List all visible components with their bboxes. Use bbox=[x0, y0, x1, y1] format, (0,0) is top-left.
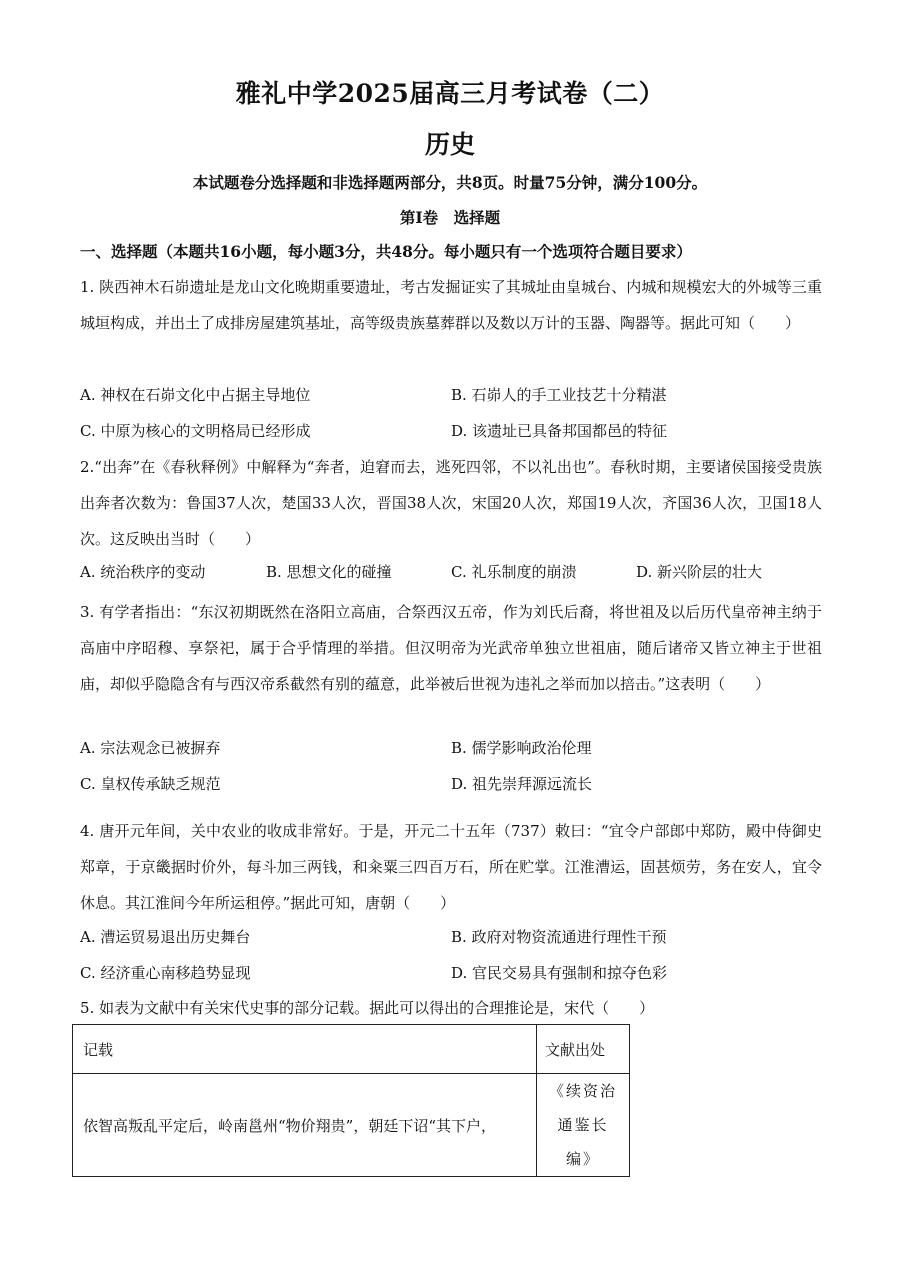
records-table bbox=[72, 1024, 630, 1177]
source-line-2: 通鉴长编》 bbox=[557, 1116, 609, 1168]
question-5-stem: 5. 如表为文献中有关宋代史事的部分记载。据此可以得出的合理推论是，宋代（ ） bbox=[80, 999, 655, 1017]
question-4-stem: 4. 唐开元年间，关中农业的收成非常好。于是，开元二十五年（737）敕曰：“宜令户部郎中郑防，殿中侍御史郑章，于京畿据时价外，每斗加三两钱，和籴粟三四百万石，所在贮掌。江淮漕运，固甚烦劳，务在安人，宜令休息。其江淮间今年所运租停。”据此可知，唐朝（ ） bbox=[80, 822, 822, 912]
question-1-option-b[interactable]: B. 石峁人的手工业技艺十分精湛 bbox=[451, 386, 667, 404]
question-4-option-d[interactable]: D. 官民交易具有强制和掠夺色彩 bbox=[451, 964, 668, 982]
question-4-option-a[interactable]: A. 漕运贸易退出历史舞台 bbox=[80, 928, 251, 946]
subject-title: 历史 bbox=[424, 130, 475, 159]
question-4-option-c[interactable]: C. 经济重心南移趋势显现 bbox=[80, 964, 251, 982]
question-3-option-b[interactable]: B. 儒学影响政治伦理 bbox=[451, 739, 592, 757]
question-2-option-b[interactable]: B. 思想文化的碰撞 bbox=[266, 563, 392, 581]
question-2-option-a[interactable]: A. 统治秩序的变动 bbox=[80, 563, 206, 581]
exam-intro: 本试题卷分选择题和非选择题两部分，共8页。时量75分钟，满分100分。 bbox=[192, 173, 708, 192]
question-3-option-d[interactable]: D. 祖先崇拜源远流长 bbox=[451, 775, 593, 793]
question-2-option-d[interactable]: D. 新兴阶层的壮大 bbox=[636, 563, 763, 581]
question-2-stem: 2.“出奔”在《春秋释例》中解释为“奔者，迫窘而去，逃死四邻，不以礼出也”。春秋时期，主要诸侯国接受贵族出奔者次数为：鲁国37人次，楚国33人次，晋国38人次，宋国20人次，郑国19人次，齐国36人次，卫国18人次。这反映出当时（ ） bbox=[80, 458, 822, 548]
table-cell-record: 依智高叛乱平定后，岭南邕州“物价翔贵”，朝廷下诏“其下户， bbox=[73, 1074, 537, 1177]
question-1-stem: 1. 陕西神木石峁遗址是龙山文化晚期重要遗址，考古发掘证实了其城址由皇城台、内城和规模宏大的外城等三重城垣构成，并出土了成排房屋建筑基址，高等级贵族墓葬群以及数以万计的玉器、陶器等。据此可知（ ） bbox=[80, 278, 822, 332]
question-1-option-c[interactable]: C. 中原为核心的文明格局已经形成 bbox=[80, 422, 311, 440]
question-3-stem: 3. 有学者指出：“东汉初期既然在洛阳立高庙，合祭西汉五帝，作为刘氏后裔，将世祖及以后历代皇帝神主纳于高庙中序昭穆、享祭祀，属于合乎情理的举措。但汉明帝为光武帝单独立世祖庙，随后诸帝又皆立神主于世祖庙，却似乎隐隐含有与西汉帝系截然有别的蕴意，此举被后世视为违礼之举而加以掊击。”这表明（ ） bbox=[80, 603, 822, 693]
table-cell-source bbox=[537, 1074, 630, 1177]
question-1-option-d[interactable]: D. 该遗址已具备邦国都邑的特征 bbox=[451, 422, 668, 440]
table-header-row bbox=[73, 1025, 630, 1074]
question-1-option-a[interactable]: A. 神权在石峁文化中占据主导地位 bbox=[80, 386, 311, 404]
question-3-option-a[interactable]: A. 宗法观念已被摒弃 bbox=[80, 739, 221, 757]
question-3-option-c[interactable]: C. 皇权传承缺乏规范 bbox=[80, 775, 221, 793]
table-header-record: 记载 bbox=[73, 1025, 537, 1074]
question-2-option-c[interactable]: C. 礼乐制度的崩溃 bbox=[451, 563, 577, 581]
section-heading: 一、选择题（本题共16小题，每小题3分，共48分。每小题只有一个选项符合题目要求） bbox=[80, 242, 692, 261]
part-heading: 第Ⅰ卷 选择题 bbox=[399, 208, 501, 227]
table-row bbox=[73, 1074, 630, 1177]
table-header-source: 文献出处 bbox=[537, 1025, 630, 1074]
source-line-1: 《续资治 bbox=[548, 1082, 617, 1100]
exam-title: 雅礼中学2025届高三月考试卷（二） bbox=[235, 79, 665, 108]
question-4-option-b[interactable]: B. 政府对物资流通进行理性干预 bbox=[451, 928, 667, 946]
